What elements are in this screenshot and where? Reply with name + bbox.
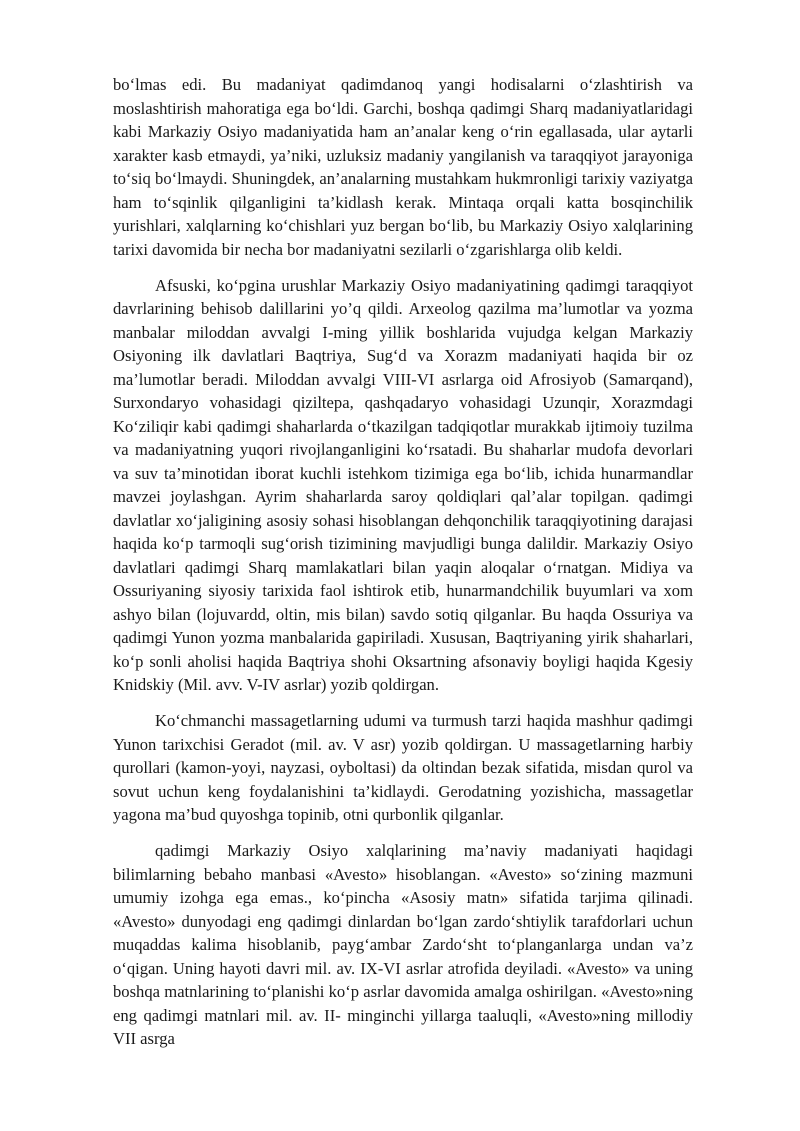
document-page — [113, 73, 693, 1051]
paragraph-4: qadimgi Markaziy Osiyo xalqlarining ma’naviy madaniyati haqidagi bilimlarning bebaho manbasi «Avesto» hisoblangan. «Avesto» so‘zining mazmuni umumiy izohga ega emas., ko‘pincha «Asosiy matn» sifatida tarjima qilinadi. «Avesto» dunyodagi eng qadimgi dinlardan bo‘lgan zardo‘shtiylik tarafdorlari uchun muqaddas kalima hisoblanib, payg‘ambar Zardo‘sht to‘planganlarga undan va’z o‘qigan. Uning hayoti davri mil. av. IX-VI asrlar atrofida deyiladi. «Avesto» va uning boshqa matnlarining to‘planishi ko‘p asrlar davomida amalga oshirilgan. «Avesto»ning eng qadimgi matnlari mil. av. II- minginchi yillarga taaluqli, «Avesto»ning millodiy VII asrga — [113, 841, 693, 1048]
paragraph-2: Afsuski, ko‘pgina urushlar Markaziy Osiyo madaniyatining qadimgi taraqqiyot davrlarining behisob dalillarini yo’q qildi. Arxeolog qazilma ma’lumotlar va yozma manbalar miloddan avvalgi I-ming yillik boshlarida vujudga kelgan Markaziy Osiyoning ilk davlatlari Baqtriya, Sug‘d va Xorazm madaniyati haqida bir oz ma’lumotlar beradi. Miloddan avvalgi VIII-VI asrlarga oid Afrosiyob (Samarqand), Surxondaryo vohasidagi qiziltepa, qashqadaryo vohasidagi Uzunqir, Xorazmdagi Ko‘ziliqir kabi qadimgi shaharlarda o‘tkazilgan tadqiqotlar murakkab ijtimoiy tuzilma va madaniyatning yuqori rivojlanganligini ko‘rsatadi. Bu shaharlar mudofa devorlari va suv ta’minotidan iborat kuchli istehkom tizimiga ega bo‘lib, ichida hunarmandlar mavzei joylashgan. Ayrim shaharlarda saroy qoldiqlari qal’alar topilgan. qadimgi davlatlar xo‘jaligining asosiy sohasi hisoblangan dehqonchilik taraqqiyotining darajasi haqida ko‘p tarmoqli sug‘orish tizimining mavjudligi bunga dalildir. Markaziy Osiyo davlatlari qadimgi Sharq mamlakatlari bilan yaqin aloqalar o‘rnatgan. Midiya va Ossuriyaning siyosiy tarixida faol ishtirok etib, hunarmandchilik buyumlari va xom ashyo bilan (lojuvardd, oltin, mis bilan) savdo sotiq qilganlar. Bu haqda Ossuriya va qadimgi Yunon yozma manbalarida gapiriladi. Xususan, Baqtriyaning yirik shaharlari, ko‘p sonli aholisi haqida Baqtriya shohi Oksartning afsonaviy boyligi haqida Kgesiy Knidskiy (Mil. avv. V-IV asrlar) yozib qoldirgan. — [113, 275, 693, 694]
paragraph-3: Ko‘chmanchi massagetlarning udumi va turmush tarzi haqida mashhur qadimgi Yunon tarixchisi Geradot (mil. av. V asr) yozib qoldirgan. U massagetlarning harbiy qurollari (kamon-yoyi, nayzasi, oyboltasi) da oltindan bezak sifatida, misdan qurol va sovut uchun keng foydalanishini ta’kidlaydi. Gerodatning yozishicha, massagetlar yagona ma’bud quyoshga topinib, otni qurbonlik qilganlar. — [113, 711, 693, 824]
paragraph-1: bo‘lmas edi. Bu madaniyat qadimdanoq yangi hodisalarni o‘zlashtirish va moslashtirish mahoratiga ega bo‘ldi. Garchi, boshqa qadimgi Sharq madaniyatlaridagi kabi Markaziy Osiyo madaniyatida ham an’analar keng o‘rin egallasada, ular aytarli xarakter kasb etmaydi, ya’niki, uzluksiz madaniy yangilanish va taraqqiyot jarayoniga to‘siq bo‘lmaydi. Shuningdek, an’analarning mustahkam hukmronligi tarixiy vaziyatga ham to‘sqinlik qilganligini ta’kidlash kerak. Mintaqa orqali katta bosqinchilik yurishlari, xalqlarning ko‘chishlari yuz bergan bo‘lib, bu Markaziy Osiyo xalqlarining tarixi davomida bir necha bor madaniyatni sezilarli o‘zgarishlarga olib keldi. — [113, 75, 693, 259]
